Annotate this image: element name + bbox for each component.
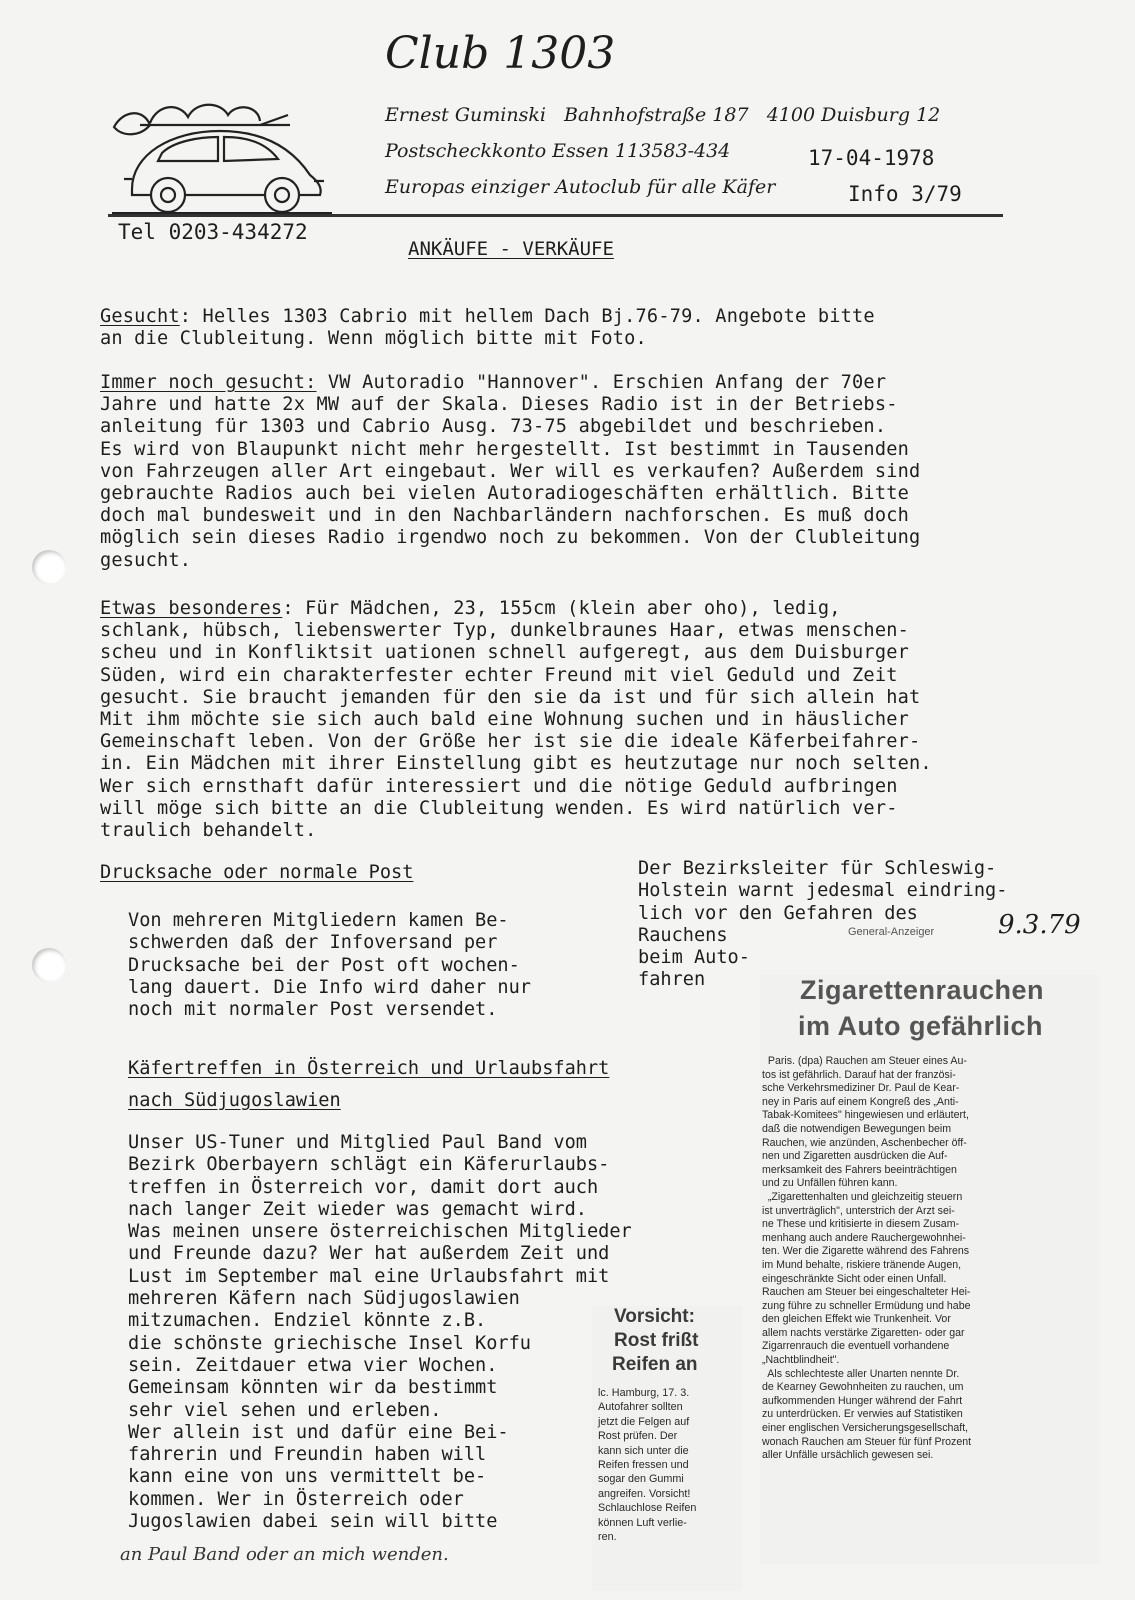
bezirk-line: Rauchens: [638, 924, 728, 946]
rost-article-body: [598, 1386, 696, 1544]
kafer-line: kann eine von uns vermittelt be-: [128, 1466, 487, 1488]
drucksache-heading: Drucksache oder normale Post: [100, 862, 414, 883]
gesucht-paragraph: [100, 306, 875, 350]
etwas-line: schlank, hübsch, liebenswerter Typ, dunkelbraunes Haar, etwas menschen-: [100, 620, 910, 642]
smoking-line: Tabak-Komitees" hingewiesen und erläutert,: [762, 1109, 969, 1122]
drucksache-line: Drucksache bei der Post oft wochen-: [128, 954, 520, 976]
etwas-line: traulich behandelt.: [100, 820, 317, 842]
bezirk-paragraph: [638, 858, 1007, 992]
smoking-line: den gleichen Effekt wie Trunkenheit. Vor: [762, 1313, 951, 1326]
smoking-line: einer englischen Versicherungsgesellschaft,: [762, 1422, 969, 1435]
punch-hole-middle: [32, 948, 66, 982]
smoking-line: Rauchen, wie anzünden, Aschenbecher öff-: [762, 1136, 967, 1149]
rost-headline-1: Vorsicht:: [614, 1306, 695, 1327]
etwas-line: scheu und in Konfliktsit uationen schnell aufgeregt, aus dem Duisburger: [100, 642, 910, 664]
rost-line: Schlauchlose Reifen: [598, 1502, 697, 1515]
club-slogan: Europas einziger Autoclub für alle Käfer: [385, 176, 776, 198]
etwas-line: : Für Mädchen, 23, 155cm (klein aber oho), ledig,: [282, 598, 841, 619]
letter-date: 17-04-1978: [808, 146, 935, 170]
immer-line: anleitung für 1303 und Cabrio Ausg. 73-75 abgebildet und beschrieben.: [100, 416, 887, 438]
clip-source: General-Anzeiger: [848, 926, 935, 938]
kafer-line: Jugoslawien dabei sein will bitte: [128, 1511, 498, 1533]
kafer-line: Was meinen unsere österreichischen Mitglieder: [128, 1221, 632, 1243]
etwas-line: Süden, wird ein charakterfester echter Freund mit viel Geduld und Zeit: [100, 664, 898, 686]
kafer-line: nach langer Zeit wieder was gemacht wird.: [128, 1198, 587, 1220]
immer-line: möglich sein dieses Radio irgendwo noch zu bekommen. Von der Clubleitung: [100, 527, 921, 549]
bezirk-line: lich vor den Gefahren des: [638, 902, 918, 924]
kafer-line: sehr viel sehen und erleben.: [128, 1399, 442, 1421]
kafer-line: mitzumachen. Endziel könnte z.B.: [128, 1310, 487, 1332]
smoking-line: und zu Unfällen führen kann.: [762, 1177, 898, 1190]
kafer-line: Bezirk Oberbayern schlägt ein Käferurlaubs-: [128, 1154, 610, 1176]
section-title: ANKÄUFE - VERKÄUFE: [408, 238, 614, 260]
punch-hole-top: [32, 550, 66, 584]
article-smoking: [760, 975, 1100, 1565]
beetle-car-logo: [110, 95, 335, 220]
smoking-line: zu unterdrücken. Er verwies auf Statistiken: [762, 1408, 963, 1421]
immer-line: doch mal bundesweit und in den Nachbarländern nachforschen. Es muß doch: [100, 505, 910, 527]
handwritten-note: an Paul Band oder an mich wenden.: [120, 1544, 449, 1565]
bezirk-line: beim Auto-: [638, 947, 750, 969]
bezirk-line: Holstein warnt jedesmal eindring-: [638, 880, 1008, 902]
telephone: Tel 0203-434272: [118, 220, 308, 244]
etwas-line: Wer sich ernsthaft dafür interessiert und die nötige Geduld aufbringen: [100, 775, 898, 797]
rost-line: können Luft verlie-: [598, 1516, 687, 1529]
immer-line: gesucht.: [100, 549, 192, 571]
immer-line: Jahre und hatte 2x MW auf der Skala. Dieses Radio ist in der Betriebs-: [100, 394, 898, 416]
gesucht-line-1: : Helles 1303 Cabrio mit hellem Dach Bj.76-79. Angebote bitte: [179, 306, 875, 327]
kafer-heading-1: Käfertreffen in Österreich und Urlaubsfahrt: [128, 1058, 610, 1079]
immer-line: Es wird von Blaupunkt nicht mehr hergestellt. Ist bestimmt in Tausenden: [100, 438, 910, 460]
kafer-line: Unser US-Tuner und Mitglied Paul Band vom: [128, 1132, 587, 1153]
bezirk-line: fahren: [638, 969, 706, 991]
immer-line: VW Autoradio "Hannover". Erschien Anfang der 70er: [316, 372, 887, 393]
rost-line: kann sich unter die: [598, 1444, 689, 1457]
rost-headline-2: Rost frißt: [614, 1330, 699, 1351]
postscheck-line: Postscheckkonto Essen 113583-434: [385, 140, 731, 162]
immer-line: von Fahrzeugen aller Art eingebaut. Wer will es verkaufen? Außerdem sind: [100, 460, 921, 482]
kafer-line: fahrerin und Freundin haben will: [128, 1444, 487, 1466]
header-rule: [108, 214, 1003, 217]
rost-line: lс. Hamburg, 17. 3.: [598, 1387, 690, 1399]
etwas-line: Gemeinschaft leben. Von der Größe her ist sie die ideale Käferbeifahrer-: [100, 731, 921, 753]
kafer-line: die schönste griechische Insel Korfu: [128, 1332, 531, 1354]
smoking-line: aufkommenden Hunger während der Fahrt: [762, 1394, 963, 1407]
smoking-line: de Kearney Gewohnheiten zu rauchen, um: [762, 1381, 964, 1394]
smoking-line: zung führe zu schneller Ermüdung und habe: [762, 1299, 971, 1312]
smoking-line: Als schlechteste aller Unarten nennte Dr.: [762, 1367, 960, 1380]
smoking-line: ist unverträglich", unterstrich der Arzt sei-: [762, 1204, 955, 1217]
smoking-line: daß die notwendigen Bewegungen beim: [762, 1122, 952, 1135]
clip-date: 9.3.79: [998, 910, 1081, 940]
club-name: Club 1303: [385, 28, 616, 79]
smoking-line: ten. Wer die Zigarette während des Fahrens: [762, 1245, 970, 1258]
kafer-paragraph: [128, 1132, 632, 1533]
kafer-line: und Freunde dazu? Wer hat außerdem Zeit und: [128, 1243, 610, 1265]
rost-headline-3: Reifen an: [612, 1354, 698, 1375]
smoking-headline-1: Zigarettenrauchen: [800, 975, 1045, 1005]
smoking-line: im Mund behalte, riskiere tränende Augen,: [762, 1258, 962, 1271]
etwas-label: Etwas besonderes: [100, 598, 283, 619]
rost-line: Autofahrer sollten: [598, 1401, 683, 1414]
smoking-line: allem nachts verstärke Zigaretten- oder gar: [762, 1326, 965, 1339]
smoking-line: Rauchen am Steuer bei eingeschalteter Hei-: [762, 1286, 971, 1299]
smoking-article-body: [762, 1055, 971, 1463]
etwas-line: in. Ein Mädchen mit ihrer Einstellung gibt es heutzutage nur noch selten.: [100, 753, 932, 775]
kafer-line: Wer allein ist und dafür eine Bei-: [128, 1421, 509, 1443]
smoking-line: nen und Zigaretten ausdrücken die Auf-: [762, 1150, 948, 1163]
etwas-line: will möge sich bitte an die Clubleitung wenden. Es wird natürlich ver-: [100, 797, 898, 819]
rost-line: ren.: [598, 1531, 617, 1544]
drucksache-line: noch mit normaler Post versendet.: [128, 999, 498, 1021]
smoking-line: tos ist gefährlich. Darauf hat der französi-: [762, 1068, 956, 1081]
gesucht-line-2: an die Clubleitung. Wenn möglich bitte mit Foto.: [100, 328, 647, 350]
smoking-line: „Zigarettenhalten und gleichzeitig steuern: [762, 1190, 963, 1203]
immer-line: gebrauchte Radios auch bei vielen Autoradiogeschäften erhältlich. Bitte: [100, 483, 910, 505]
gesucht-label: Gesucht: [100, 306, 180, 327]
drucksache-line: schwerden daß der Infoversand per: [128, 932, 498, 954]
info-number: Info 3/79: [848, 182, 962, 206]
kafer-line: Gemeinsam könnten wir da bestimmt: [128, 1377, 498, 1399]
drucksache-line: lang dauert. Die Info wird daher nur: [128, 976, 531, 998]
rost-line: sogar den Gummi: [598, 1473, 684, 1486]
rost-line: jetzt die Felgen auf: [598, 1415, 690, 1428]
kafer-line: treffen in Österreich vor, damit dort auch: [128, 1176, 599, 1198]
article-rost: [592, 1306, 742, 1591]
kafer-line: sein. Zeitdauer etwa vier Wochen.: [128, 1354, 498, 1376]
smoking-line: Zigarrenrauch die eventuell vorhandene: [762, 1340, 950, 1353]
bezirk-line: Der Bezirksleiter für Schleswig-: [638, 858, 997, 879]
smoking-line: Paris. (dpa) Rauchen am Steuer eines Au-: [762, 1055, 967, 1067]
immer-paragraph: [100, 372, 920, 572]
smoking-line: „Nachtblindheit".: [762, 1354, 840, 1367]
smoking-line: ney in Paris auf einem Kongreß des „Anti-: [762, 1095, 959, 1108]
kafer-line: Lust im September mal eine Urlaubsfahrt mit: [128, 1265, 610, 1287]
smoking-line: aller Unfälle ursächlich gewesen sei.: [762, 1449, 934, 1462]
etwas-paragraph: [100, 598, 932, 842]
kafer-line: kommen. Wer in Österreich oder: [128, 1488, 464, 1510]
smoking-line: eingeschränkte Sicht oder einen Unfall.: [762, 1272, 947, 1285]
kafer-line: mehreren Käfern nach Südjugoslawien: [128, 1288, 520, 1310]
drucksache-paragraph: [128, 910, 531, 1021]
immer-label: Immer noch gesucht:: [100, 372, 317, 393]
rost-line: Rost prüfen. Der: [598, 1430, 678, 1443]
smoking-headline-2: im Auto gefährlich: [798, 1011, 1044, 1041]
smoking-line: merksamkeit des Fahrers beeinträchtigen: [762, 1163, 957, 1176]
kafer-heading-2: nach Südjugoslawien: [128, 1090, 341, 1111]
rost-line: Reifen fressen und: [598, 1459, 689, 1472]
smoking-line: sche Verkehrsmediziner Dr. Paul de Kear-: [762, 1082, 960, 1095]
etwas-line: Mit ihm möchte sie sich auch bald eine Wohnung suchen und in häuslicher: [100, 709, 910, 731]
smoking-line: ne These und kritisierte in diesem Zusam-: [762, 1218, 960, 1231]
smoking-line: wonach Rauchen am Steuer für fünf Prozent: [762, 1435, 972, 1448]
address-line: Ernest Guminski Bahnhofstraße 187 4100 Duisburg 12: [385, 104, 941, 126]
rost-line: angreifen. Vorsicht!: [598, 1487, 691, 1500]
smoking-line: menhang auch andere Rauchergewohnhei-: [762, 1231, 966, 1244]
etwas-line: gesucht. Sie braucht jemanden für den sie da ist und für sich allein hat: [100, 686, 921, 708]
drucksache-line: Von mehreren Mitgliedern kamen Be-: [128, 910, 509, 931]
